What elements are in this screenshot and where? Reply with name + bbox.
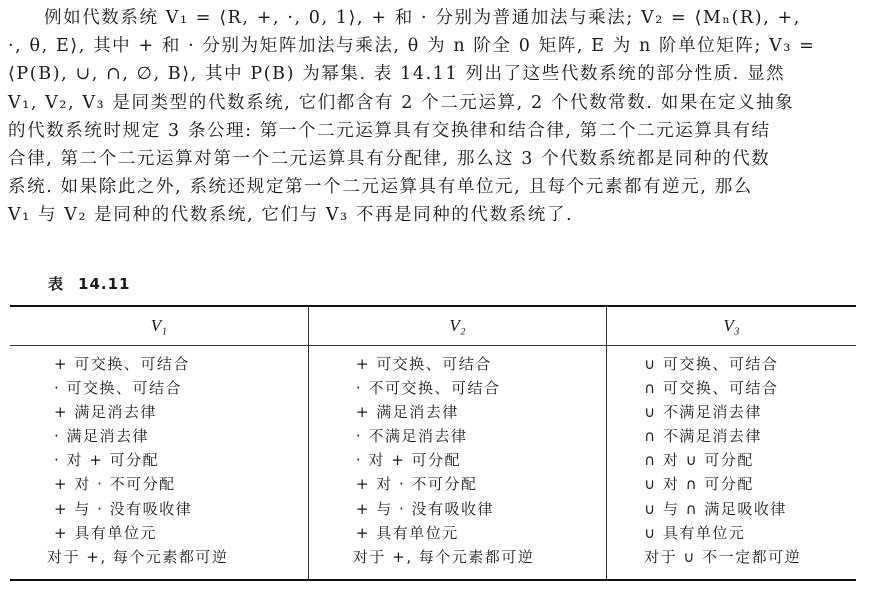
list-item: · 不满足消去律 — [355, 427, 468, 446]
list-item: ∩ 可交换、可结合 — [644, 379, 779, 398]
list-item: + 可交换、可结合 — [54, 355, 190, 373]
paragraph-line: 例如代数系统 V₁ = ⟨R, +, ·, 0, 1⟩, + 和 · 分别为普通加法与乘法; V₂ = ⟨Mₙ(R), +, — [44, 8, 801, 28]
table-caption — [48, 273, 130, 294]
paragraph-line: 合律, 第二个二元运算对第一个二元运算具有分配律, 那么这 3 个代数系统都是同种的代数 — [8, 148, 771, 169]
header-v2: V₂ — [308, 306, 606, 346]
list-item: 对于 ∪ 不一定都可逆 — [644, 547, 802, 566]
list-item: ∪ 具有单位元 — [644, 523, 746, 542]
list-item: + 具有单位元 — [355, 523, 459, 542]
list-item: · 不可交换、可结合 — [355, 379, 501, 398]
list-item: + 与 · 没有吸收律 — [355, 499, 495, 518]
paragraph-line: V₁, V₂, V₃ 是同类型的代数系统, 它们都含有 2 个二元运算, 2 个代数常数. 如果在定义抽象 — [8, 92, 795, 113]
list-item: + 与 · 没有吸收律 — [54, 499, 193, 518]
property-list-v2 — [309, 352, 606, 569]
list-item: 对于 +, 每个元素都可逆 — [47, 547, 229, 566]
table-body-row — [10, 346, 856, 580]
property-list-v1 — [10, 352, 308, 569]
list-item: 对于 +, 每个元素都可逆 — [352, 547, 535, 566]
list-item: + 满足消去律 — [355, 403, 459, 422]
table-header-row — [10, 306, 856, 346]
paragraph-line: V₁ 与 V₂ 是同种的代数系统, 它们与 V₃ 不再是同种的代数系统了. — [8, 205, 574, 226]
header-v3: V₃ — [607, 306, 856, 346]
list-item: · 对 + 可分配 — [355, 451, 462, 470]
body-paragraph — [8, 4, 864, 230]
paragraph-line: ·, θ, E⟩, 其中 + 和 · 分别为矩阵加法与乘法, θ 为 n 阶全 0 矩阵, E 为 n 阶单位矩阵; V₃ = — [8, 36, 816, 57]
list-item: ∩ 不满足消去律 — [644, 427, 762, 446]
cell-v2-properties — [308, 346, 606, 580]
properties-table — [10, 305, 856, 581]
list-item: ∪ 不满足消去律 — [644, 403, 762, 422]
list-item: + 满足消去律 — [54, 403, 157, 422]
paragraph-line: ⟨P(B), ∪, ∩, ∅, B⟩, 其中 P(B) 为幂集. 表 14.11 列出了这些代数系统的部分性质. 显然 — [8, 64, 786, 85]
list-item: + 对 · 不可分配 — [355, 475, 478, 494]
cell-v3-properties — [607, 346, 856, 580]
paragraph-line: 的代数系统时规定 3 条公理: 第一个二元运算具有交换律和结合律, 第二个二元运算具有结 — [8, 120, 771, 141]
table-caption-label: 表 — [48, 275, 65, 293]
property-list-v3 — [607, 352, 856, 569]
list-item: ∩ 对 ∪ 可分配 — [644, 451, 754, 470]
paragraph-line: 系统. 如果除此之外, 系统还规定第一个二元运算具有单位元, 且每个元素都有逆元, 那么 — [8, 177, 753, 198]
list-item: · 可交换、可结合 — [54, 379, 183, 398]
list-item: + 具有单位元 — [54, 523, 157, 542]
list-item: + 可交换、可结合 — [355, 355, 492, 373]
table-caption-number: 14.11 — [78, 275, 131, 293]
list-item: · 对 + 可分配 — [54, 451, 160, 470]
list-item: ∪ 对 ∩ 可分配 — [644, 475, 754, 494]
list-item: · 满足消去律 — [54, 427, 150, 446]
header-v1: V₁ — [10, 306, 308, 346]
list-item: + 对 · 不可分配 — [54, 475, 176, 494]
list-item: ∪ 可交换、可结合 — [644, 355, 779, 373]
list-item: ∪ 与 ∩ 满足吸收律 — [644, 499, 787, 518]
cell-v1-properties — [10, 346, 308, 580]
